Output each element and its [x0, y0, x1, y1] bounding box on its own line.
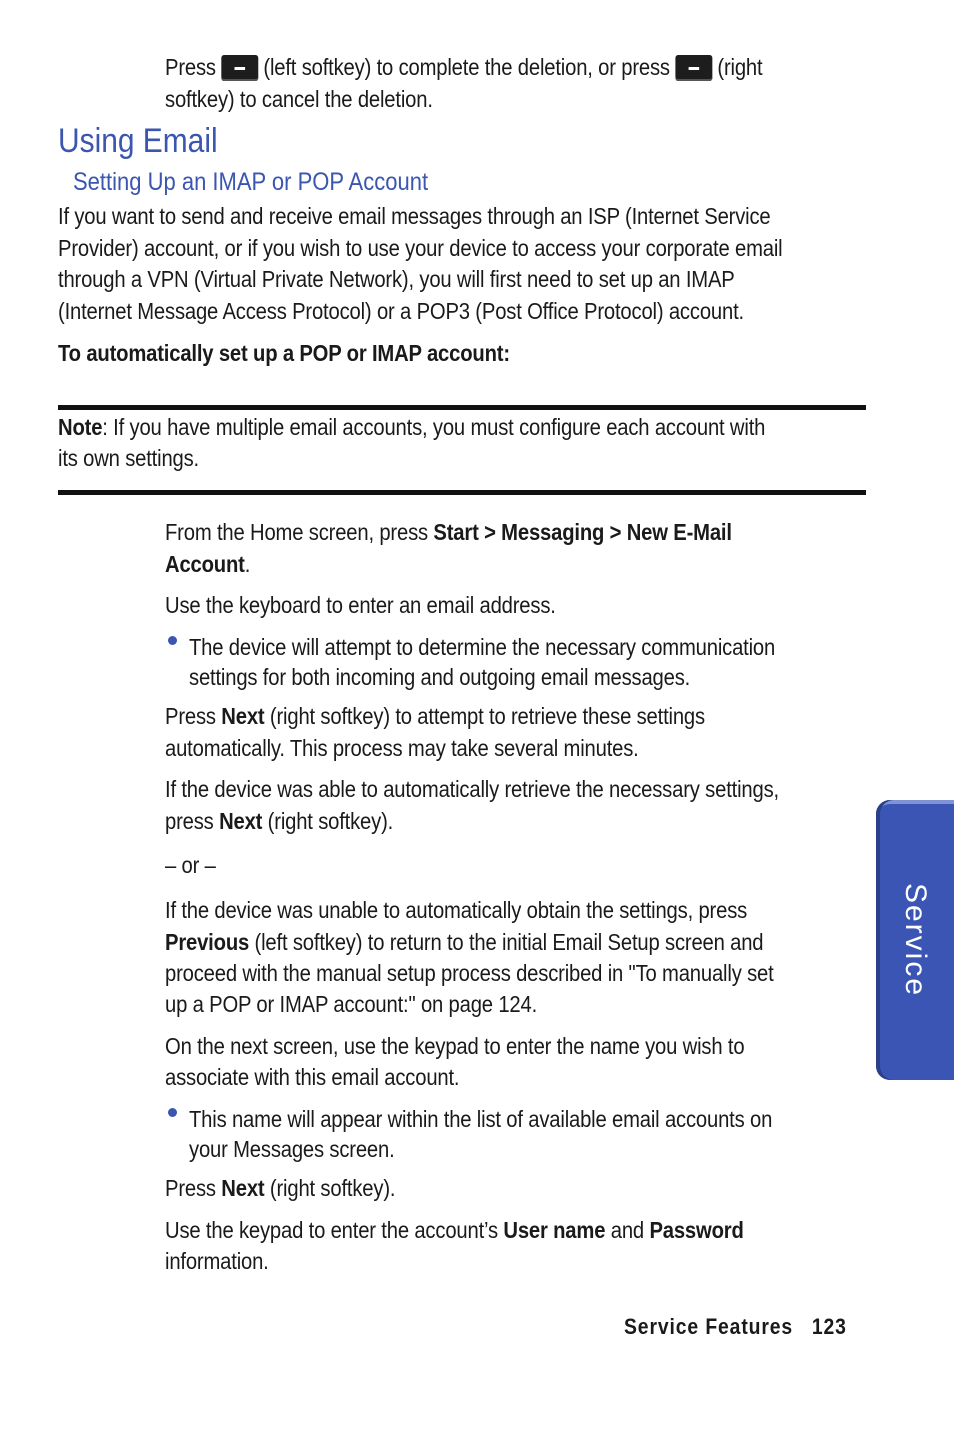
section-tab-label-wrap: [876, 800, 954, 1080]
step-1-line-2: [165, 549, 250, 580]
step-1-path-2: Account: [165, 551, 245, 577]
step-2: Use the keyboard to enter an email address.: [165, 592, 556, 618]
step-4-next: Next: [219, 808, 263, 834]
or-separator: – or –: [165, 852, 216, 878]
step-4-line-1: If the device was able to automatically retrieve the necessary settings,: [165, 776, 779, 802]
step-3-rest: (right softkey) to attempt to retrieve these settings: [264, 703, 705, 729]
section-title: Using Email: [58, 122, 218, 160]
intro-right: (right: [717, 54, 763, 80]
right-softkey-icon: [675, 55, 712, 81]
step-1-path: Start > Messaging > New E-Mail: [433, 519, 732, 545]
step-4-line-2: [165, 806, 393, 837]
step-5-line-2: [165, 927, 763, 958]
body-line-2: Provider) account, or if you wish to use your device to access your corporate email: [58, 235, 783, 261]
step-4-press: press: [165, 808, 220, 834]
step-5-line-4: up a POP or IMAP account:" on page 124.: [165, 991, 538, 1017]
body-line-3: through a VPN (Virtual Private Network), you will first need to set up an IMAP: [58, 266, 735, 292]
step-5-rest: (left softkey) to return to the initial Email Setup screen and: [249, 929, 764, 955]
step-3-line-2: automatically. This process may take several minutes.: [165, 735, 639, 761]
step-5-line-1: If the device was unable to automatically obtain the settings, press: [165, 897, 748, 923]
step-8-and: and: [605, 1217, 650, 1243]
step-6-line-2: associate with this email account.: [165, 1064, 460, 1090]
page-footer: [624, 1314, 847, 1340]
left-softkey-icon: [221, 55, 258, 81]
step-2-bullet-line-1: The device will attempt to determine the necessary communication: [189, 634, 776, 660]
bullet-icon: [168, 636, 177, 645]
step-1-line-1: [165, 517, 732, 548]
step-8-password: Password: [649, 1217, 744, 1243]
intro-line-2: softkey) to cancel the deletion.: [165, 86, 433, 112]
intro-press: Press: [165, 54, 216, 80]
note-line-2: its own settings.: [58, 445, 200, 471]
step-1-end: .: [244, 551, 251, 577]
note-bottom-rule: [58, 490, 866, 495]
step-1-text: From the Home screen, press: [165, 519, 434, 545]
step-3-press: Press: [165, 703, 222, 729]
page-number: 123: [811, 1314, 847, 1339]
note-line-1: [58, 412, 765, 443]
step-6-bullet-line-2: your Messages screen.: [189, 1136, 395, 1162]
step-7-press: Press: [165, 1175, 222, 1201]
step-7-next: Next: [221, 1175, 265, 1201]
step-6-line-1: On the next screen, use the keypad to enter the name you wish to: [165, 1033, 745, 1059]
note-label: Note: [58, 414, 103, 440]
step-8-line-1: [165, 1215, 744, 1246]
step-3-line-1: [165, 701, 705, 732]
body-line-1: If you want to send and receive email messages through an ISP (Internet Service: [58, 203, 771, 229]
procedure-heading: To automatically set up a POP or IMAP account:: [58, 340, 510, 366]
note-text-1: : If you have multiple email accounts, you must configure each account with: [102, 414, 766, 440]
subsection-title: Setting Up an IMAP or POP Account: [73, 168, 429, 196]
footer-section: Service Features: [624, 1314, 794, 1339]
body-line-4: (Internet Message Access Protocol) or a POP3 (Post Office Protocol) account.: [58, 298, 744, 324]
section-tab-label: Service: [899, 882, 933, 998]
step-2-bullet-line-2: settings for both incoming and outgoing email messages.: [189, 664, 691, 690]
step-8-user-name: User name: [503, 1217, 606, 1243]
note-top-rule: [58, 405, 866, 410]
step-3-next: Next: [221, 703, 265, 729]
step-5-line-3: proceed with the manual setup process described in "To manually set: [165, 960, 774, 986]
bullet-icon: [168, 1108, 177, 1117]
intro-mid: (left softkey) to complete the deletion, or press: [263, 54, 670, 80]
step-8-line-2: information.: [165, 1248, 269, 1274]
step-4-rest: (right softkey).: [262, 808, 394, 834]
step-5-previous: Previous: [165, 929, 250, 955]
step-7-rest: (right softkey).: [264, 1175, 396, 1201]
step-7: [165, 1173, 395, 1204]
intro-line-1: [165, 52, 762, 83]
step-6-bullet-line-1: This name will appear within the list of available email accounts on: [189, 1106, 773, 1132]
step-8-text: Use the keypad to enter the account’s: [165, 1217, 504, 1243]
